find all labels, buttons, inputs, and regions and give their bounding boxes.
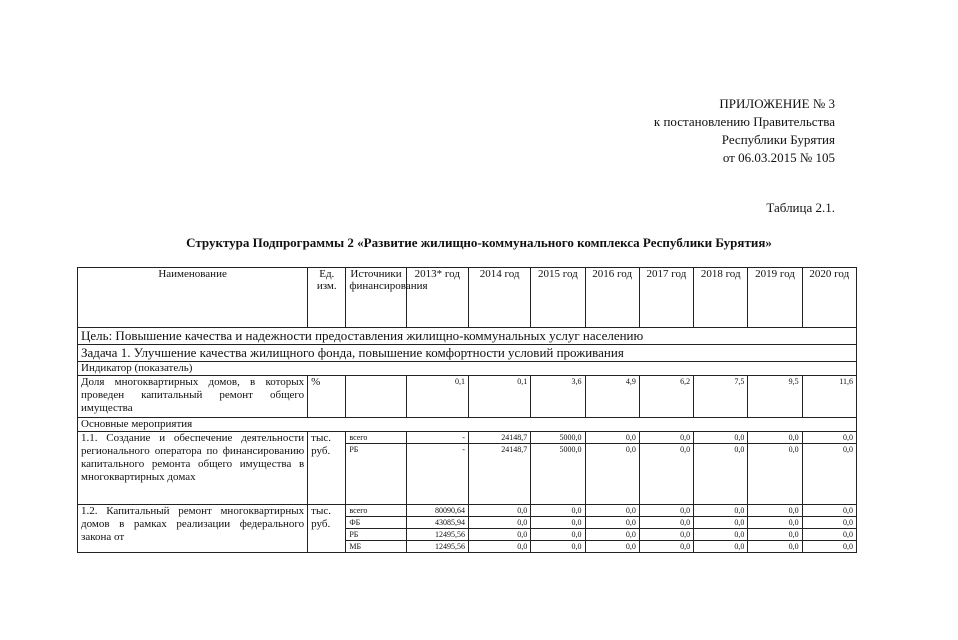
indicator-value-2019: 9,5 [748, 376, 802, 418]
header-2015: 2015 год [531, 268, 585, 328]
item1-total-2014: 24148,7 [468, 432, 530, 444]
item2-total-2013: 80090,64 [406, 505, 468, 517]
appendix-decree: к постановлению Правительства [653, 114, 835, 129]
indicator-value-2017: 6,2 [639, 376, 693, 418]
indicator-name: Доля многоквартирных домов, в которых проведен капитальный ремонт общего имущества [78, 376, 308, 418]
header-unit: Ед. изм. [308, 268, 346, 328]
item2-mb-2017: 0,0 [639, 541, 693, 553]
item1-rb-2014: 24148,7 [468, 444, 530, 505]
indicator-row [78, 376, 857, 418]
measures-label: Основные мероприятия [78, 418, 857, 432]
item2-rb-2014: 0,0 [468, 529, 530, 541]
item2-mb-2014: 0,0 [468, 541, 530, 553]
appendix-block [654, 95, 835, 167]
item2-row-total [78, 505, 857, 517]
item2-source-rb: РБ [346, 529, 406, 541]
item2-total-2017: 0,0 [639, 505, 693, 517]
header-2019: 2019 год [748, 268, 802, 328]
item1-total-2015: 5000,0 [531, 432, 585, 444]
item2-source-total: всего [346, 505, 406, 517]
item2-fb-2016: 0,0 [585, 517, 639, 529]
item1-rb-2020: 0,0 [802, 444, 856, 505]
indicator-label: Индикатор (показатель) [78, 362, 857, 376]
header-2018: 2018 год [694, 268, 748, 328]
item2-rb-2020: 0,0 [802, 529, 856, 541]
header-2013: 2013* год [406, 268, 468, 328]
indicator-value-2016: 4,9 [585, 376, 639, 418]
item1-rb-2015: 5000,0 [531, 444, 585, 505]
header-2017: 2017 год [639, 268, 693, 328]
indicator-value-2014: 0,1 [468, 376, 530, 418]
subprogram-table [77, 267, 857, 553]
item2-source-mb: МБ [346, 541, 406, 553]
item2-name: 1.2. Капитальный ремонт многоквартирных домов в рамках реализации федерального закона от [78, 505, 308, 553]
item2-fb-2018: 0,0 [694, 517, 748, 529]
indicator-value-2015: 3,6 [531, 376, 585, 418]
item2-fb-2020: 0,0 [802, 517, 856, 529]
task-text: Задача 1. Улучшение качества жилищного фонда, повышение комфортности условий проживания [78, 345, 857, 362]
table-number: Таблица 2.1. [766, 200, 835, 215]
header-2014: 2014 год [468, 268, 530, 328]
item2-rb-2016: 0,0 [585, 529, 639, 541]
item2-fb-2014: 0,0 [468, 517, 530, 529]
header-2020: 2020 год [802, 268, 856, 328]
indicator-source [346, 376, 406, 418]
item2-mb-2015: 0,0 [531, 541, 585, 553]
appendix-title: ПРИЛОЖЕНИЕ № 3 [719, 96, 835, 111]
item1-total-2017: 0,0 [639, 432, 693, 444]
item1-rb-2017: 0,0 [639, 444, 693, 505]
indicator-unit: % [308, 376, 346, 418]
item1-total-2013: - [406, 432, 468, 444]
item2-total-2016: 0,0 [585, 505, 639, 517]
goal-row [78, 328, 857, 345]
item1-rb-2016: 0,0 [585, 444, 639, 505]
goal-text: Цель: Повышение качества и надежности предоставления жилищно-коммунальных услуг населению [78, 328, 857, 345]
item2-total-2018: 0,0 [694, 505, 748, 517]
item1-total-2018: 0,0 [694, 432, 748, 444]
item2-rb-2019: 0,0 [748, 529, 802, 541]
item2-rb-2017: 0,0 [639, 529, 693, 541]
item1-name: 1.1. Создание и обеспечение деятельности регионального оператора по финансированию капитального ремонта общего имущества в многоквартирных домах [78, 432, 308, 505]
item1-rb-2019: 0,0 [748, 444, 802, 505]
item1-total-2020: 0,0 [802, 432, 856, 444]
item1-total-2016: 0,0 [585, 432, 639, 444]
item2-rb-2013: 12495,56 [406, 529, 468, 541]
item2-mb-2016: 0,0 [585, 541, 639, 553]
measures-label-row [78, 418, 857, 432]
header-source: Источники финансирования [346, 268, 406, 328]
appendix-republic: Республики Бурятия [721, 132, 835, 147]
header-name: Наименование [78, 268, 308, 328]
item2-total-2014: 0,0 [468, 505, 530, 517]
indicator-value-2018: 7,5 [694, 376, 748, 418]
item2-fb-2019: 0,0 [748, 517, 802, 529]
header-2016: 2016 год [585, 268, 639, 328]
item2-unit: тыс. руб. [308, 505, 346, 553]
item2-total-2020: 0,0 [802, 505, 856, 517]
item2-mb-2018: 0,0 [694, 541, 748, 553]
item1-unit: тыс. руб. [308, 432, 346, 505]
item2-source-fb: ФБ [346, 517, 406, 529]
item2-rb-2015: 0,0 [531, 529, 585, 541]
item2-total-2015: 0,0 [531, 505, 585, 517]
document-title: Структура Подпрограммы 2 «Развитие жилищно-коммунального комплекса Республики Бурятия» [186, 235, 772, 250]
task-row [78, 345, 857, 362]
item1-rb-2013: - [406, 444, 468, 505]
item2-fb-2015: 0,0 [531, 517, 585, 529]
item2-mb-2020: 0,0 [802, 541, 856, 553]
item2-mb-2019: 0,0 [748, 541, 802, 553]
item2-mb-2013: 12495,56 [406, 541, 468, 553]
indicator-label-row [78, 362, 857, 376]
item2-total-2019: 0,0 [748, 505, 802, 517]
item1-source-rb: РБ [346, 444, 406, 505]
item2-fb-2017: 0,0 [639, 517, 693, 529]
indicator-value-2020: 11,6 [802, 376, 856, 418]
item1-row-total [78, 432, 857, 444]
indicator-value-2013: 0,1 [406, 376, 468, 418]
item1-rb-2018: 0,0 [694, 444, 748, 505]
item2-rb-2018: 0,0 [694, 529, 748, 541]
item1-source-total: всего [346, 432, 406, 444]
item1-total-2019: 0,0 [748, 432, 802, 444]
appendix-date: от 06.03.2015 № 105 [722, 150, 835, 165]
header-row [78, 268, 857, 328]
item2-fb-2013: 43085,94 [406, 517, 468, 529]
